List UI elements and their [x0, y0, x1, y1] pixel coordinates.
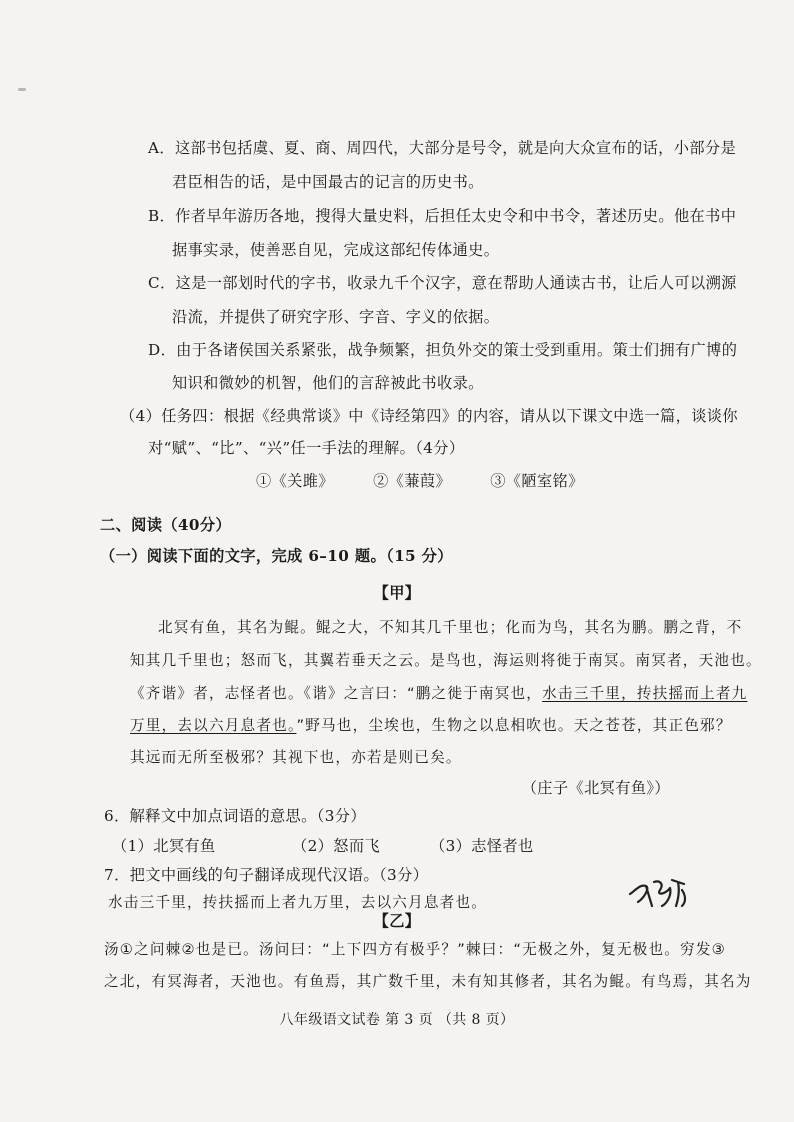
question-6-item1: （1）北冥有鱼 — [112, 837, 216, 855]
underlined-sentence-part1: 水击三千里，抟扶摇而上者九 — [542, 685, 748, 702]
scan-speck — [18, 88, 26, 91]
jia-para-line1: 北冥有鱼，其名为鲲。鲲之大，不知其几千里也；化而为鸟，其名为鹏。鹏之背，不 — [158, 619, 743, 636]
jia-line4-text: ”野马也，尘埃也，生物之以息相吹也。天之苍苍，其正色邪？ — [296, 717, 732, 734]
jia-line3-text: 《齐谐》者，志怪者也。《谐》之言曰：“鹏之徙于南冥也， — [130, 685, 543, 702]
handwritten-mark — [626, 872, 690, 910]
passage-source: （庄子《北冥有鱼》） — [521, 779, 670, 797]
jia-para-line3 — [130, 684, 747, 704]
task4-line1: （4）任务四：根据《经典常谈》中《诗经第四》的内容，请从以下课文中选一篇，谈谈你 — [120, 407, 738, 425]
section-heading: 二、阅读（40分） — [100, 516, 232, 534]
jia-para-line4 — [130, 716, 732, 736]
part1-instructions: （一）阅读下面的文字，完成 6–10 题。（15 分） — [100, 547, 453, 565]
option-c-line2: 沿流，并提供了研究字形、字音、字义的依据。 — [172, 308, 500, 326]
jia-para-line2: 知其几千里也；怒而飞，其翼若垂天之云。是鸟也，海运则将徙于南冥。南冥者，天池也。 — [130, 652, 762, 669]
task4-line2: 对“赋”、“比”、“兴”任一手法的理解。（4分） — [148, 439, 465, 457]
yi-para-line2: 之北，有冥海者，天池也。有鱼焉，其广数千里，未有知其修者，其名为鲲。有鸟焉，其名为 — [104, 973, 752, 990]
option-d-line1: D．由于各诸侯国关系紧张，战争频繁，担负外交的策士受到重用。策士们拥有广博的 — [148, 341, 738, 359]
yi-para-line1: 汤①之问棘②也是已。汤问曰：“上下四方有极乎？”棘曰：“无极之外，复无极也。穷发③ — [104, 941, 726, 958]
question-7: 7．把文中画线的句子翻译成现代汉语。（3分） — [104, 866, 429, 884]
question-6-item2: （2）怒而飞 — [292, 837, 381, 855]
option-b-line2: 据事实录，使善恶自见，完成这部纪传体通史。 — [172, 241, 500, 259]
task4-choices: ①《关雎》 ②《蒹葭》 ③《陋室铭》 — [256, 472, 584, 490]
question-6-item3: （3）志怪者也 — [430, 837, 534, 855]
question-6: 6．解释文中加点词语的意思。（3分） — [104, 807, 366, 825]
page-footer: 八年级语文试卷 第 3 页 （共 8 页） — [279, 1012, 515, 1028]
passage-yi-label: 【乙】 — [373, 912, 421, 930]
option-d-line2: 知识和微妙的机智，他们的言辞被此书收录。 — [172, 374, 484, 392]
question-7-sentence: 水击三千里，抟扶摇而上者九万里，去以六月息者也。 — [108, 894, 488, 911]
option-b-line1: B．作者早年游历各地，搜得大量史料，后担任太史令和中书令，著述历史。他在书中 — [148, 207, 737, 225]
underlined-sentence-part2: 万里，去以六月息者也。 — [130, 717, 297, 734]
option-c-line1: C．这是一部划时代的字书，收录九千个汉字，意在帮助人通读古书，让后人可以溯源 — [148, 274, 737, 292]
option-a-line1: A．这部书包括虞、夏、商、周四代，大部分是号令，就是向大众宣布的话，小部分是 — [148, 139, 737, 157]
option-a-line2: 君臣相告的话，是中国最古的记言的历史书。 — [172, 173, 484, 191]
jia-para-line5: 其远而无所至极邪？其视下也，亦若是则已矣。 — [130, 749, 462, 766]
passage-jia-label: 【甲】 — [373, 584, 421, 602]
